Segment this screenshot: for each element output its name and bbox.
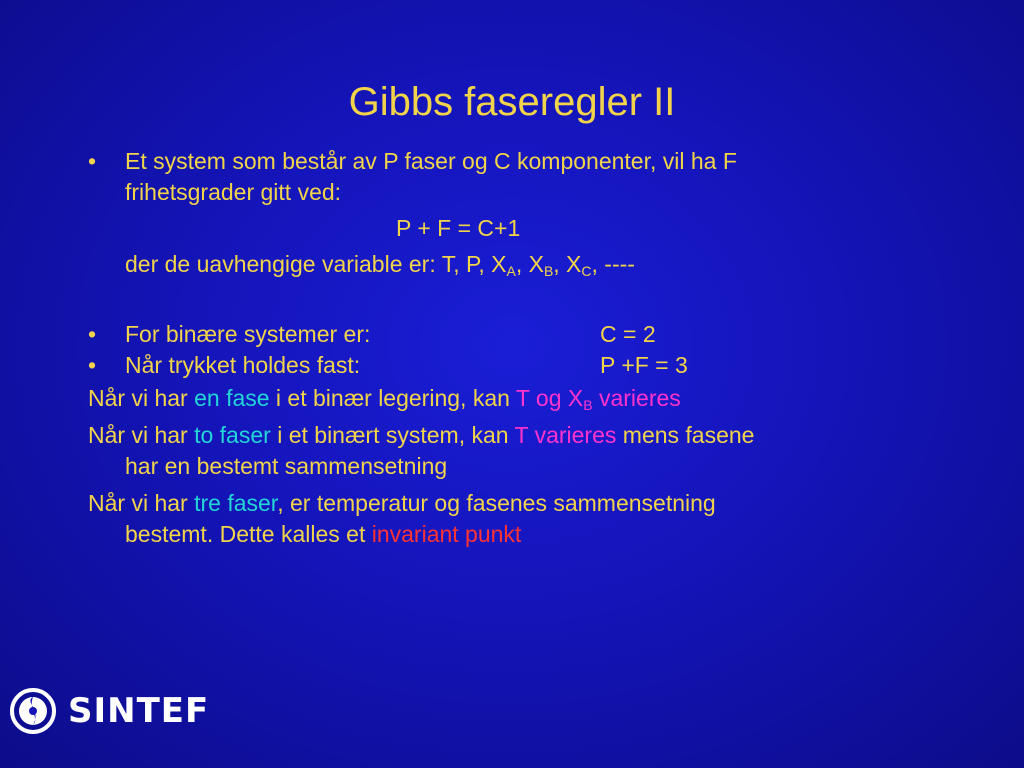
text: i et binær legering, kan bbox=[269, 385, 516, 411]
bullet-binary-label: For binære systemer er: bbox=[125, 321, 371, 347]
slide-body bbox=[88, 146, 938, 550]
highlight-varieres: varieres bbox=[528, 422, 617, 448]
subscript-a: A bbox=[506, 263, 516, 279]
bullet-marker: • bbox=[88, 148, 97, 174]
highlight-invariant-point: invariant punkt bbox=[371, 521, 522, 547]
subscript-b: B bbox=[543, 263, 554, 279]
text: Når vi har bbox=[88, 385, 195, 411]
bullet-item-pressure bbox=[88, 350, 938, 381]
text: Når vi har bbox=[88, 422, 195, 448]
highlight-one-phase: en fase bbox=[194, 385, 270, 411]
variables-prefix: der de uavhengige variable er: T, P, X bbox=[125, 251, 507, 277]
text: Når vi har bbox=[88, 490, 195, 516]
sintef-logo bbox=[8, 688, 209, 734]
paragraph-three-phases bbox=[88, 488, 938, 550]
paragraph-one-phase bbox=[88, 383, 938, 414]
highlight-three-phases: tre faser bbox=[194, 490, 278, 516]
variables-suffix: , ---- bbox=[591, 251, 635, 277]
text: i et binært system, kan bbox=[270, 422, 515, 448]
bullet-item-system bbox=[88, 146, 938, 208]
text: bestemt. Dette kalles et bbox=[125, 521, 372, 547]
paragraph-two-phases bbox=[88, 420, 938, 482]
bullet-pressure-value: P +F = 3 bbox=[600, 352, 688, 378]
bullet-item-binary bbox=[88, 319, 938, 350]
text: , er temperatur og fasenes sammensetning bbox=[277, 490, 716, 516]
highlight-t: T bbox=[514, 422, 529, 448]
sintef-symbol-icon bbox=[8, 688, 58, 734]
bullet-binary-value: C = 2 bbox=[600, 321, 656, 347]
bullet-pressure-label: Når trykket holdes fast: bbox=[125, 352, 361, 378]
text-line2: har en bestemt sammensetning bbox=[125, 453, 448, 479]
slide-title: Gibbs faseregler II bbox=[348, 80, 676, 124]
text: mens fasene bbox=[616, 422, 755, 448]
bullet-text-line2: frihetsgrader gitt ved: bbox=[125, 179, 342, 205]
highlight-x: og X bbox=[529, 385, 584, 411]
variables-sep2: , X bbox=[553, 251, 582, 277]
bullet-marker: • bbox=[88, 321, 97, 347]
variables-line bbox=[88, 249, 938, 280]
bullet-marker: • bbox=[88, 352, 97, 378]
highlight-varieres: varieres bbox=[592, 385, 681, 411]
variables-sep1: , X bbox=[515, 251, 544, 277]
subscript-b: B bbox=[583, 397, 593, 413]
formula: P + F = C+1 bbox=[396, 215, 521, 241]
text-line2 bbox=[125, 519, 938, 550]
highlight-two-phases: to faser bbox=[194, 422, 271, 448]
subscript-c: C bbox=[581, 263, 592, 279]
highlight-t: T bbox=[515, 385, 530, 411]
bullet-text-line1: Et system som består av P faser og C komponenter, vil ha F bbox=[125, 148, 737, 174]
logo-text: SINTEF bbox=[68, 691, 210, 731]
